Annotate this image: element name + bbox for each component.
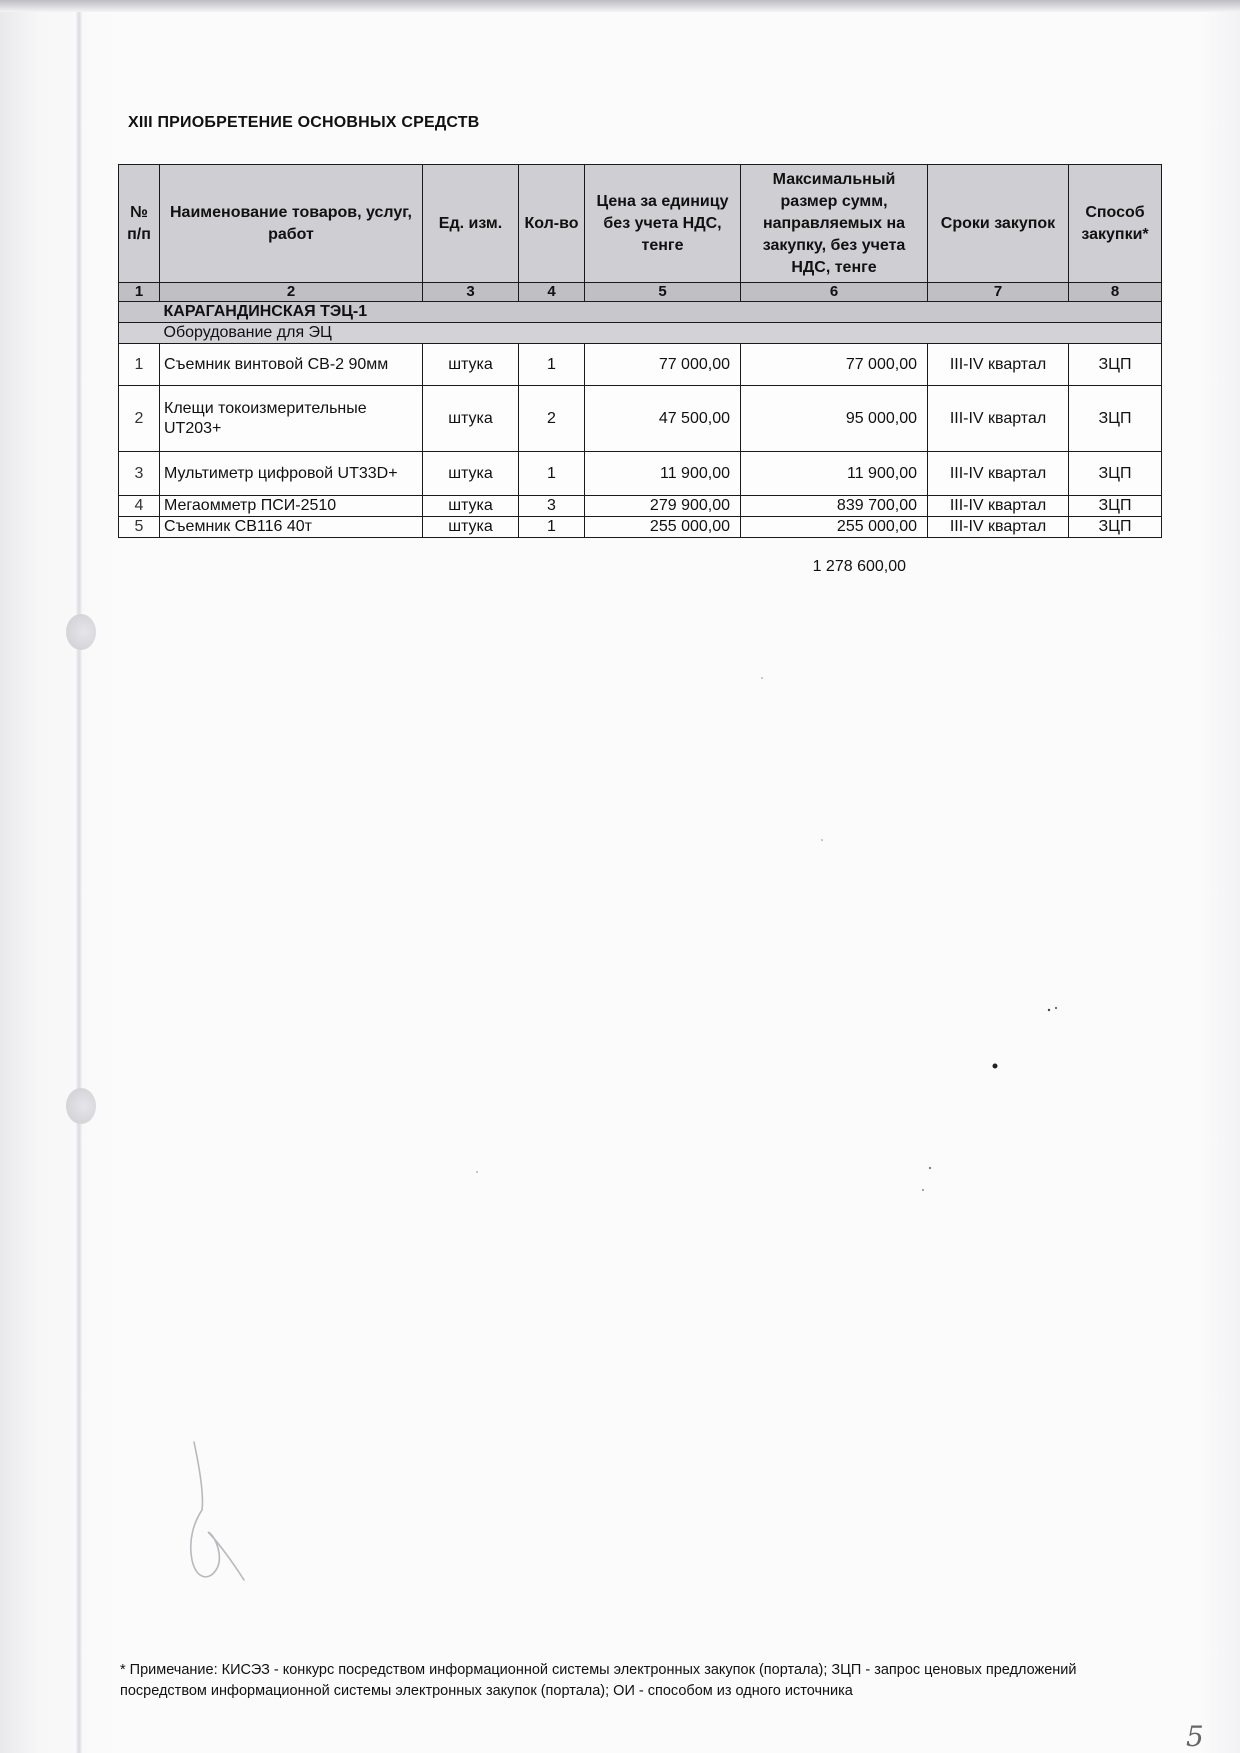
table-total: 1 278 600,00 — [812, 558, 906, 575]
item-quantity: 1 — [519, 517, 585, 538]
item-name: Съемник СВ116 40т — [160, 517, 423, 538]
item-term: III-IV квартал — [928, 517, 1069, 538]
footnote: * Примечание: КИСЭЗ - конкурс посредством информационной системы электронных закупок (портала); ЗЦП - запрос ценовых предложений посредством информационной системы электронных закупок (портала); ОИ - способом из одного источника — [120, 1662, 1077, 1699]
header-cell-unit: Ед. изм. — [423, 165, 519, 283]
item-unit: штука — [423, 496, 519, 517]
item-price: 279 900,00 — [585, 496, 741, 517]
section-title: XIII ПРИОБРЕТЕНИЕ ОСНОВНЫХ СРЕДСТВ — [128, 114, 480, 131]
header-cell-price: Цена за единицу без учета НДС, тенге — [585, 165, 741, 283]
item-price: 255 000,00 — [585, 517, 741, 538]
item-quantity: 3 — [519, 496, 585, 517]
item-method: ЗЦП — [1069, 517, 1162, 538]
header-cell-quantity: Кол-во — [519, 165, 585, 283]
column-number: 7 — [928, 283, 1069, 302]
subgroup-title: Оборудование для ЭЦ — [160, 323, 1162, 344]
row-number: 5 — [119, 517, 160, 538]
item-max-sum: 255 000,00 — [741, 517, 928, 538]
item-method: ЗЦП — [1069, 386, 1162, 452]
item-max-sum: 95 000,00 — [741, 386, 928, 452]
column-number: 6 — [741, 283, 928, 302]
item-unit: штука — [423, 452, 519, 496]
column-number: 3 — [423, 283, 519, 302]
header-cell-terms: Сроки закупок — [928, 165, 1069, 283]
item-quantity: 1 — [519, 344, 585, 386]
row-number: 2 — [119, 386, 160, 452]
item-term: III-IV квартал — [928, 344, 1069, 386]
item-price: 77 000,00 — [585, 344, 741, 386]
item-unit: штука — [423, 344, 519, 386]
column-number: 2 — [160, 283, 423, 302]
header-cell-method: Способ закупки* — [1069, 165, 1162, 283]
row-number: 4 — [119, 496, 160, 517]
item-quantity: 2 — [519, 386, 585, 452]
item-unit: штука — [423, 517, 519, 538]
item-name: Клещи токоизмерительные UT203+ — [160, 386, 423, 452]
header-cell-max-sum: Максимальный размер сумм, направляемых на закупку, без учета НДС, тенге — [741, 165, 928, 283]
item-term: III-IV квартал — [928, 452, 1069, 496]
row-number: 1 — [119, 344, 160, 386]
header-cell-name: Наименование товаров, услуг, работ — [160, 165, 423, 283]
item-term: III-IV квартал — [928, 386, 1069, 452]
column-number: 5 — [585, 283, 741, 302]
group-title: КАРАГАНДИНСКАЯ ТЭЦ-1 — [160, 302, 1162, 323]
header-cell-number: № п/п — [119, 165, 160, 283]
item-price: 47 500,00 — [585, 386, 741, 452]
item-method: ЗЦП — [1069, 452, 1162, 496]
item-name: Мегаомметр ПСИ-2510 — [160, 496, 423, 517]
item-method: ЗЦП — [1069, 344, 1162, 386]
page-number: 5 — [1186, 1720, 1204, 1753]
column-number: 8 — [1069, 283, 1162, 302]
item-name: Мультиметр цифровой UT33D+ — [160, 452, 423, 496]
column-number: 1 — [119, 283, 160, 302]
item-unit: штука — [423, 386, 519, 452]
item-max-sum: 77 000,00 — [741, 344, 928, 386]
item-max-sum: 839 700,00 — [741, 496, 928, 517]
item-method: ЗЦП — [1069, 496, 1162, 517]
item-term: III-IV квартал — [928, 496, 1069, 517]
item-price: 11 900,00 — [585, 452, 741, 496]
item-quantity: 1 — [519, 452, 585, 496]
row-number: 3 — [119, 452, 160, 496]
item-name: Съемник винтовой СВ-2 90мм — [160, 344, 423, 386]
item-max-sum: 11 900,00 — [741, 452, 928, 496]
column-number: 4 — [519, 283, 585, 302]
